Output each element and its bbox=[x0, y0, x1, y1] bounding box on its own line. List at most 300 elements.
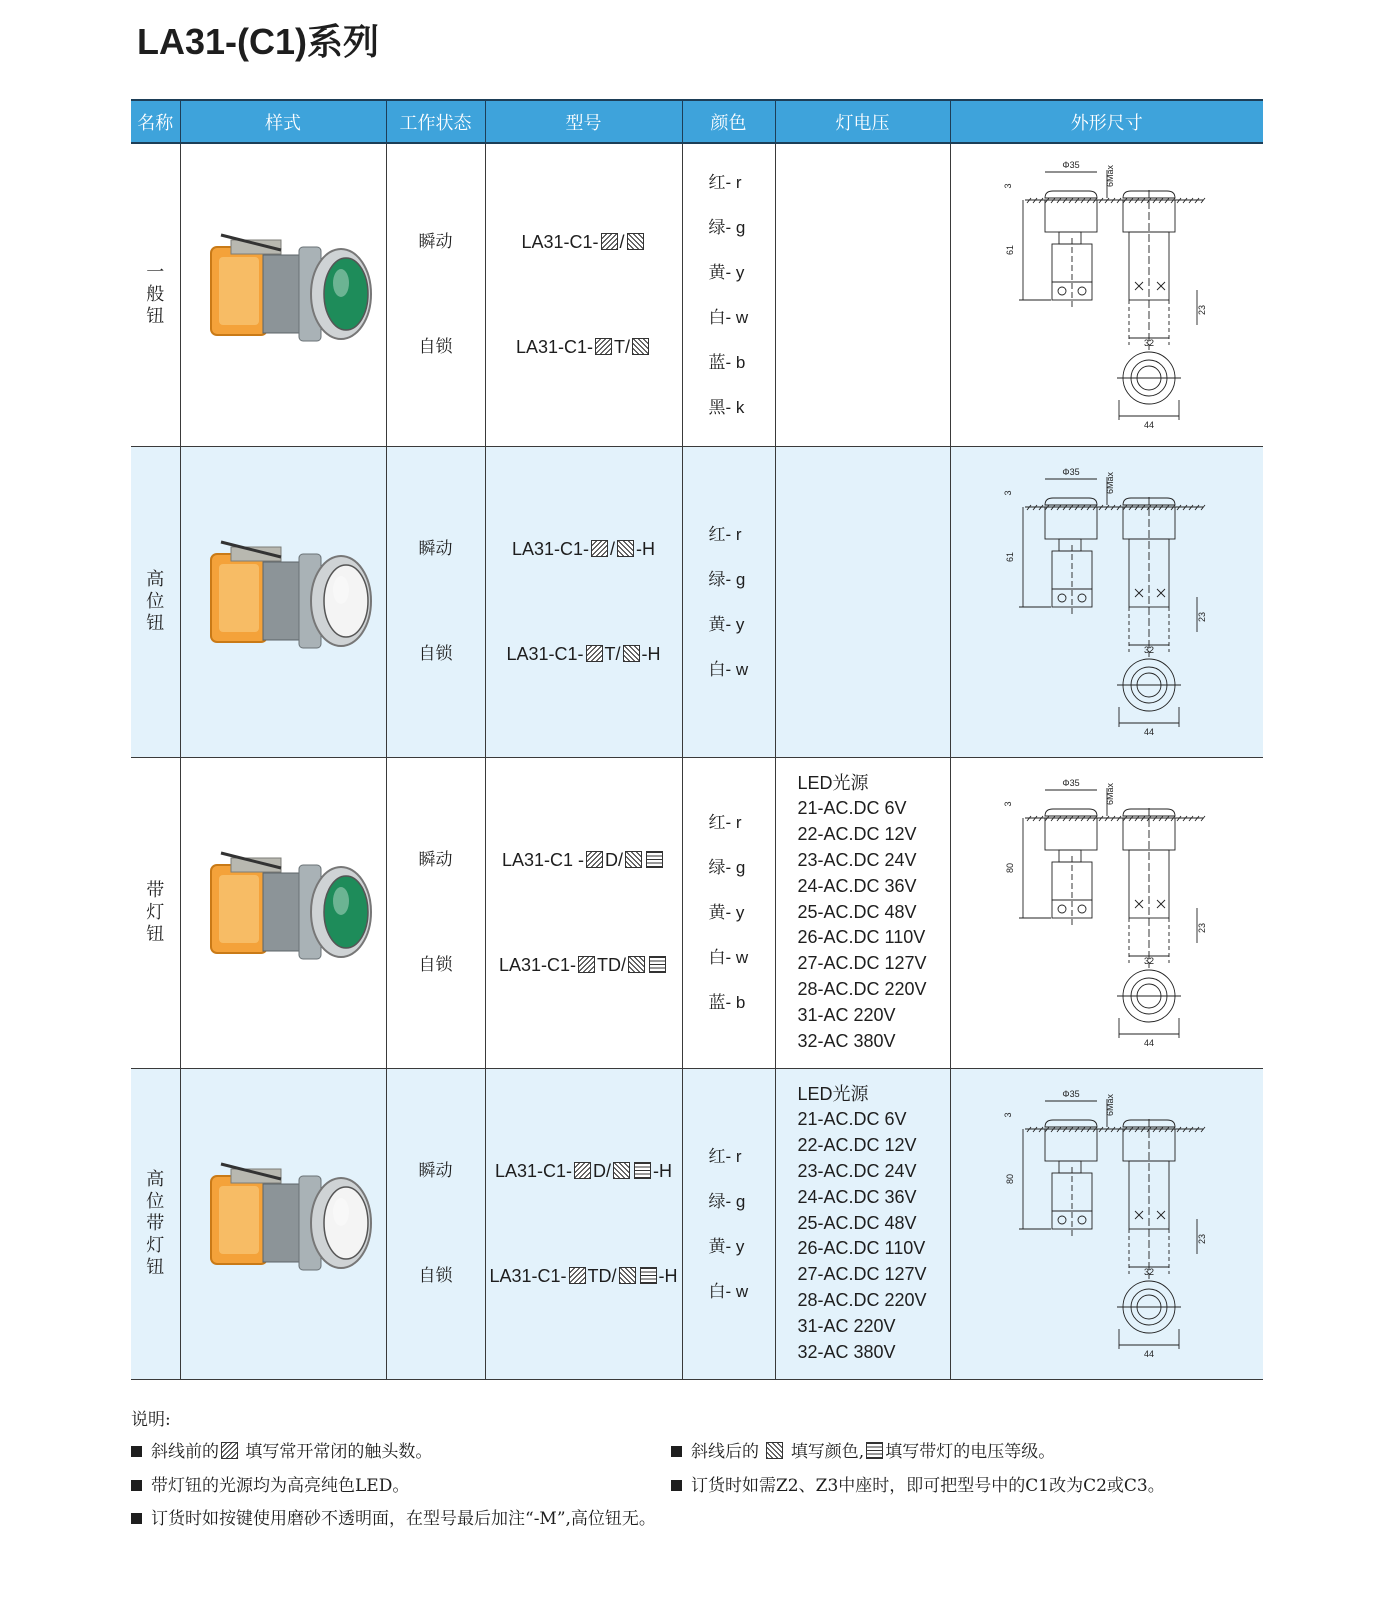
panel-hatch bbox=[1075, 1127, 1079, 1132]
model-prefix: LA31-C1- bbox=[498, 954, 577, 975]
color-name: 绿 bbox=[708, 1191, 726, 1212]
header-name: 名称 bbox=[131, 100, 180, 143]
voltage-option: 24-AC.DC 36V bbox=[797, 1186, 917, 1207]
cell-state bbox=[386, 1068, 485, 1379]
dim-label-height: 80 bbox=[1004, 862, 1015, 873]
hatch-contact-icon bbox=[595, 338, 612, 355]
panel-hatch bbox=[1123, 505, 1127, 510]
dim-label-height: 80 bbox=[1004, 1173, 1015, 1184]
panel-hatch bbox=[1069, 505, 1073, 510]
model-code bbox=[486, 190, 682, 295]
panel-hatch bbox=[1081, 505, 1085, 510]
panel-hatch bbox=[1117, 505, 1121, 510]
model-code bbox=[486, 602, 682, 707]
state-label: 自锁 bbox=[418, 954, 453, 975]
color-option bbox=[709, 250, 775, 295]
dim-label-23: 23 bbox=[1196, 304, 1207, 315]
color-name: 红 bbox=[708, 813, 726, 833]
color-code: y bbox=[735, 1236, 745, 1256]
panel-hatch bbox=[1039, 1127, 1043, 1132]
color-name: 黄 bbox=[708, 614, 726, 635]
panel-hatch bbox=[1189, 505, 1193, 510]
note-text: 斜线后的 bbox=[691, 1442, 759, 1462]
note-text: 填写常开常闭的触头数。 bbox=[245, 1442, 433, 1462]
color-option bbox=[709, 295, 775, 340]
outline-drawing bbox=[1019, 788, 1205, 1038]
cell-voltage bbox=[775, 446, 950, 757]
cell-name bbox=[131, 1068, 180, 1379]
panel-hatch bbox=[1183, 198, 1187, 203]
color-dash: - bbox=[725, 1281, 736, 1301]
pushbutton-photo bbox=[211, 235, 371, 341]
notes-heading: 说明: bbox=[131, 1410, 171, 1430]
panel-hatch bbox=[1099, 816, 1103, 821]
neck-left bbox=[1059, 539, 1081, 551]
model-suffix: -H bbox=[636, 538, 656, 559]
name-char: 带 bbox=[146, 879, 165, 901]
panel-hatch bbox=[1141, 505, 1145, 510]
bezel-left bbox=[1045, 507, 1097, 539]
panel-hatch bbox=[1087, 816, 1091, 821]
state-label: 瞬动 bbox=[418, 849, 453, 870]
panel-hatch bbox=[1057, 816, 1061, 821]
model-code bbox=[486, 1224, 682, 1329]
color-code: b bbox=[735, 993, 746, 1012]
cell-style bbox=[180, 446, 386, 757]
terminal-screw bbox=[1078, 594, 1086, 602]
panel-hatch bbox=[1135, 816, 1139, 821]
color-name: 黄 bbox=[708, 262, 726, 283]
button-highlight bbox=[333, 1198, 349, 1226]
bezel-left bbox=[1045, 200, 1097, 232]
hatch-contact-icon bbox=[221, 1442, 238, 1459]
color-dash: - bbox=[725, 524, 736, 544]
panel-hatch bbox=[1039, 198, 1043, 203]
color-code: y bbox=[735, 262, 745, 282]
model-suffix: / bbox=[610, 538, 616, 559]
panel-hatch bbox=[1081, 1127, 1085, 1132]
name-char: 高 bbox=[146, 1168, 165, 1190]
panel-hatch bbox=[1201, 816, 1205, 821]
color-option bbox=[709, 845, 775, 890]
contact-block-window bbox=[219, 257, 259, 325]
color-code: w bbox=[735, 307, 749, 327]
contact-block-window bbox=[219, 1186, 259, 1254]
color-dash: - bbox=[725, 352, 736, 372]
dimension-drawing bbox=[951, 150, 1263, 440]
color-code: g bbox=[735, 217, 746, 237]
dim-label-diameter: Φ35 bbox=[1061, 466, 1080, 477]
panel-hatch bbox=[1069, 816, 1073, 821]
note-text: 订货时如按键使用磨砂不透明面，在型号最后加注“-M”,高位钮无。 bbox=[151, 1509, 656, 1529]
dim-label-44: 44 bbox=[1143, 1348, 1154, 1359]
model-suffix: D/ bbox=[605, 849, 624, 870]
panel-hatch bbox=[1195, 505, 1199, 510]
panel-hatch bbox=[1189, 816, 1193, 821]
terminal-screw bbox=[1058, 905, 1066, 913]
model-suffix: -H bbox=[658, 1265, 678, 1286]
voltage-option: LED光源 bbox=[797, 772, 869, 793]
dimension-drawing bbox=[951, 457, 1263, 747]
note-item bbox=[131, 1437, 432, 1462]
color-dash: - bbox=[725, 1191, 736, 1211]
panel-hatch bbox=[1159, 505, 1163, 510]
note-item bbox=[131, 1504, 656, 1529]
panel-hatch bbox=[1087, 505, 1091, 510]
header-model: 型号 bbox=[485, 100, 682, 143]
cell-state bbox=[386, 446, 485, 757]
voltage-option: 31-AC 220V bbox=[797, 1315, 896, 1336]
dim-label-23: 23 bbox=[1196, 1233, 1207, 1244]
dim-label-max: 6Max bbox=[1104, 1093, 1115, 1116]
color-code: y bbox=[735, 614, 745, 634]
name-char: 钮 bbox=[146, 612, 165, 634]
color-name: 红 bbox=[708, 524, 726, 545]
hatch-contact-icon bbox=[578, 956, 595, 973]
color-name: 绿 bbox=[708, 217, 726, 238]
color-dash: - bbox=[725, 1146, 736, 1166]
cell-dimension bbox=[950, 757, 1263, 1068]
dim-label-32: 32 bbox=[1143, 644, 1154, 655]
bullet-square-icon bbox=[131, 1513, 142, 1524]
dim-label-3: 3 bbox=[1002, 1111, 1013, 1118]
hatch-color-icon bbox=[613, 1162, 630, 1179]
color-name: 红 bbox=[708, 1146, 726, 1167]
panel-hatch bbox=[1129, 1127, 1133, 1132]
panel-hatch bbox=[1135, 198, 1139, 203]
cell-style bbox=[180, 143, 386, 446]
panel-hatch bbox=[1153, 816, 1157, 821]
pushbutton-photo bbox=[211, 542, 371, 648]
voltage-option: 28-AC.DC 220V bbox=[797, 1289, 927, 1310]
color-option bbox=[709, 800, 775, 845]
panel-hatch bbox=[1081, 816, 1085, 821]
panel-hatch bbox=[1063, 816, 1067, 821]
panel-hatch bbox=[1045, 1127, 1049, 1132]
panel-hatch bbox=[1201, 198, 1205, 203]
dim-label-3: 3 bbox=[1002, 489, 1013, 496]
model-prefix: LA31-C1 - bbox=[501, 849, 585, 870]
panel-hatch bbox=[1123, 1127, 1127, 1132]
voltage-option: 23-AC.DC 24V bbox=[797, 1161, 917, 1181]
bullet-square-icon bbox=[131, 1446, 142, 1457]
cell-color bbox=[682, 143, 775, 446]
cell-name bbox=[131, 446, 180, 757]
hatch-contact-icon bbox=[569, 1267, 586, 1284]
dim-label-diameter: Φ35 bbox=[1061, 159, 1080, 170]
dimension-drawing bbox=[951, 1079, 1263, 1369]
state-label: 自锁 bbox=[418, 1265, 453, 1286]
panel-hatch bbox=[1111, 198, 1115, 203]
hatch-color-icon bbox=[619, 1267, 636, 1284]
model-prefix: LA31-C1- bbox=[494, 1160, 573, 1181]
panel-hatch bbox=[1201, 1127, 1205, 1132]
panel-hatch bbox=[1057, 505, 1061, 510]
name-char: 钮 bbox=[146, 1256, 165, 1278]
cell-voltage bbox=[775, 143, 950, 446]
color-name: 白 bbox=[708, 948, 726, 968]
header-color: 颜色 bbox=[682, 100, 775, 143]
voltage-option: LED光源 bbox=[797, 1083, 869, 1104]
model-suffix: D/ bbox=[593, 1160, 612, 1181]
panel-hatch bbox=[1051, 1127, 1055, 1132]
button-highlight bbox=[333, 887, 349, 915]
note-text: 订货时如需Z2、Z3中座时，即可把型号中的C1改为C2或C3。 bbox=[691, 1476, 1165, 1496]
state-label: 瞬动 bbox=[418, 1160, 453, 1181]
voltage-option: 23-AC.DC 24V bbox=[797, 850, 917, 870]
hatch-color-icon bbox=[627, 233, 644, 250]
voltage-option: 24-AC.DC 36V bbox=[797, 875, 917, 896]
dim-label-32: 32 bbox=[1143, 337, 1154, 348]
panel-hatch bbox=[1195, 816, 1199, 821]
cell-voltage bbox=[775, 757, 950, 1068]
spec-table bbox=[131, 99, 1263, 1380]
state-label: 瞬动 bbox=[418, 538, 453, 559]
model-code bbox=[486, 808, 682, 913]
page-title: LA31-(C1)系列 bbox=[137, 21, 380, 62]
panel-hatch bbox=[1141, 816, 1145, 821]
model-suffix: T/ bbox=[614, 336, 631, 357]
panel-hatch bbox=[1111, 1127, 1115, 1132]
cell-model bbox=[485, 757, 682, 1068]
panel-hatch bbox=[1027, 816, 1031, 821]
voltage-option: 32-AC 380V bbox=[797, 1030, 896, 1051]
panel-hatch bbox=[1135, 1127, 1139, 1132]
color-option bbox=[709, 557, 775, 602]
panel-hatch bbox=[1171, 198, 1175, 203]
panel-hatch bbox=[1171, 816, 1175, 821]
pushbutton-image bbox=[181, 823, 386, 1003]
panel-hatch bbox=[1093, 1127, 1097, 1132]
color-code: y bbox=[735, 903, 745, 922]
button-cap bbox=[324, 876, 368, 948]
name-char: 钮 bbox=[146, 923, 165, 945]
panel-hatch bbox=[1117, 816, 1121, 821]
voltage-option: 32-AC 380V bbox=[797, 1341, 896, 1362]
color-dash: - bbox=[725, 993, 736, 1012]
button-cap bbox=[324, 565, 368, 637]
button-cap bbox=[324, 258, 368, 330]
hatch-contact-icon bbox=[591, 540, 608, 557]
neck-left bbox=[1059, 232, 1081, 244]
cap-left bbox=[1045, 1120, 1097, 1127]
voltage-option: 21-AC.DC 6V bbox=[797, 798, 907, 819]
panel-hatch bbox=[1105, 505, 1109, 510]
dim-label-32: 32 bbox=[1143, 1266, 1154, 1277]
header-dimension: 外形尺寸 bbox=[950, 100, 1263, 143]
color-code: w bbox=[735, 1281, 749, 1301]
hatch-voltage-icon bbox=[646, 851, 663, 868]
bezel-left bbox=[1045, 1129, 1097, 1161]
terminal-screw bbox=[1058, 1216, 1066, 1224]
panel-hatch bbox=[1189, 198, 1193, 203]
color-option bbox=[709, 935, 775, 980]
hatch-color-icon bbox=[617, 540, 634, 557]
color-name: 蓝 bbox=[708, 352, 726, 373]
model-suffix: TD/ bbox=[587, 1265, 617, 1286]
panel-hatch bbox=[1099, 505, 1103, 510]
hatch-contact-icon bbox=[586, 645, 603, 662]
cell-style bbox=[180, 757, 386, 1068]
dim-label-3: 3 bbox=[1002, 800, 1013, 807]
color-dash: - bbox=[725, 614, 736, 634]
panel-hatch bbox=[1105, 816, 1109, 821]
dim-label-3: 3 bbox=[1002, 183, 1013, 189]
name-char: 灯 bbox=[146, 1234, 165, 1256]
note-text: 填写带灯的电压等级。 bbox=[885, 1442, 1056, 1462]
cell-model bbox=[485, 143, 682, 446]
dim-label-max: 6Max bbox=[1104, 164, 1115, 187]
panel-hatch bbox=[1117, 198, 1121, 203]
panel-hatch bbox=[1129, 198, 1133, 203]
model-code bbox=[486, 497, 682, 602]
color-dash: - bbox=[725, 262, 736, 282]
panel-hatch bbox=[1075, 816, 1079, 821]
pushbutton-photo bbox=[211, 853, 371, 959]
pushbutton-photo bbox=[211, 1164, 371, 1270]
cell-style bbox=[180, 1068, 386, 1379]
panel-hatch bbox=[1129, 505, 1133, 510]
color-dash: - bbox=[725, 307, 736, 327]
hatch-color-icon bbox=[625, 851, 642, 868]
hatch-color-icon bbox=[628, 956, 645, 973]
panel-hatch bbox=[1033, 505, 1037, 510]
cell-color bbox=[682, 446, 775, 757]
cell-state bbox=[386, 143, 485, 446]
name-char: 带 bbox=[146, 1212, 165, 1234]
header-voltage: 灯电压 bbox=[775, 100, 950, 143]
dim-label-44: 44 bbox=[1143, 726, 1154, 737]
color-name: 绿 bbox=[708, 858, 726, 878]
hatch-voltage-icon bbox=[649, 956, 666, 973]
dim-label-23: 23 bbox=[1196, 611, 1207, 622]
cell-voltage bbox=[775, 1068, 950, 1379]
panel-hatch bbox=[1117, 1127, 1121, 1132]
panel-hatch bbox=[1123, 816, 1127, 821]
contact-block-window bbox=[219, 564, 259, 632]
panel-hatch bbox=[1129, 816, 1133, 821]
state-label: 瞬动 bbox=[418, 231, 453, 252]
panel-hatch bbox=[1033, 1127, 1037, 1132]
outline-drawing bbox=[1019, 170, 1205, 420]
panel-hatch bbox=[1153, 198, 1157, 203]
color-name: 蓝 bbox=[708, 993, 726, 1013]
cell-state bbox=[386, 757, 485, 1068]
header-style: 样式 bbox=[180, 100, 386, 143]
color-code: r bbox=[735, 172, 742, 192]
button-highlight bbox=[333, 576, 349, 604]
neck-left bbox=[1059, 1161, 1081, 1173]
note-text: 斜线前的 bbox=[151, 1442, 219, 1462]
dim-label-23: 23 bbox=[1196, 922, 1207, 933]
name-char: 灯 bbox=[146, 901, 165, 923]
name-char: 一 bbox=[146, 261, 165, 283]
voltage-option: 26-AC.DC 110V bbox=[797, 927, 926, 948]
color-dash: - bbox=[725, 397, 736, 417]
cell-dimension bbox=[950, 143, 1263, 446]
color-name: 绿 bbox=[708, 569, 726, 590]
cell-name bbox=[131, 757, 180, 1068]
voltage-option: 31-AC 220V bbox=[797, 1004, 896, 1025]
color-dash: - bbox=[725, 659, 736, 679]
note-item bbox=[131, 1471, 409, 1496]
color-dash: - bbox=[725, 569, 736, 589]
panel-hatch bbox=[1063, 1127, 1067, 1132]
color-option bbox=[709, 647, 775, 692]
cell-model bbox=[485, 1068, 682, 1379]
color-option bbox=[709, 1269, 775, 1314]
color-name: 黄 bbox=[708, 903, 726, 923]
panel-hatch bbox=[1045, 198, 1049, 203]
panel-hatch bbox=[1141, 198, 1145, 203]
voltage-option: 25-AC.DC 48V bbox=[797, 1212, 917, 1233]
voltage-option: 22-AC.DC 12V bbox=[797, 824, 917, 845]
table-row bbox=[131, 757, 1263, 1068]
panel-hatch bbox=[1159, 198, 1163, 203]
dim-label-height: 61 bbox=[1004, 244, 1015, 255]
cell-dimension bbox=[950, 446, 1263, 757]
panel-hatch bbox=[1183, 505, 1187, 510]
dim-label-max: 6Max bbox=[1104, 782, 1115, 805]
panel-hatch bbox=[1087, 1127, 1091, 1132]
dim-label-44: 44 bbox=[1143, 419, 1154, 430]
color-dash: - bbox=[725, 948, 736, 967]
model-code bbox=[486, 913, 682, 1018]
panel-hatch bbox=[1195, 1127, 1199, 1132]
color-option bbox=[709, 205, 775, 250]
panel-hatch bbox=[1039, 816, 1043, 821]
model-prefix: LA31-C1- bbox=[515, 336, 594, 357]
bullet-square-icon bbox=[131, 1480, 142, 1491]
cell-color bbox=[682, 757, 775, 1068]
voltage-option: 28-AC.DC 220V bbox=[797, 978, 927, 999]
voltage-option: 25-AC.DC 48V bbox=[797, 901, 917, 922]
color-option bbox=[709, 890, 775, 935]
button-highlight bbox=[333, 269, 349, 297]
color-option bbox=[709, 340, 775, 385]
panel-hatch bbox=[1039, 505, 1043, 510]
contact-block-window bbox=[219, 875, 259, 943]
panel-hatch bbox=[1153, 505, 1157, 510]
hatch-voltage-icon bbox=[640, 1267, 657, 1284]
panel-hatch bbox=[1165, 505, 1169, 510]
pushbutton-image bbox=[181, 512, 386, 692]
color-code: w bbox=[735, 948, 749, 967]
color-option bbox=[709, 980, 775, 1025]
model-prefix: LA31-C1- bbox=[511, 538, 590, 559]
panel-hatch bbox=[1075, 198, 1079, 203]
color-option bbox=[709, 160, 775, 205]
panel-hatch bbox=[1075, 505, 1079, 510]
color-option bbox=[709, 512, 775, 557]
hatch-color-icon bbox=[632, 338, 649, 355]
panel-hatch bbox=[1159, 816, 1163, 821]
color-code: k bbox=[735, 397, 745, 417]
color-option bbox=[709, 1179, 775, 1224]
color-code: b bbox=[735, 352, 746, 372]
dim-label-max: 6Max bbox=[1104, 471, 1115, 494]
bezel-left bbox=[1045, 818, 1097, 850]
cap-left bbox=[1045, 498, 1097, 505]
panel-hatch bbox=[1165, 816, 1169, 821]
panel-hatch bbox=[1099, 1127, 1103, 1132]
bullet-square-icon bbox=[671, 1480, 682, 1491]
panel-hatch bbox=[1033, 198, 1037, 203]
dim-label-diameter: Φ35 bbox=[1061, 1088, 1080, 1099]
dim-label-height: 61 bbox=[1004, 551, 1015, 562]
table-row bbox=[131, 1068, 1263, 1379]
hatch-contact-icon bbox=[574, 1162, 591, 1179]
